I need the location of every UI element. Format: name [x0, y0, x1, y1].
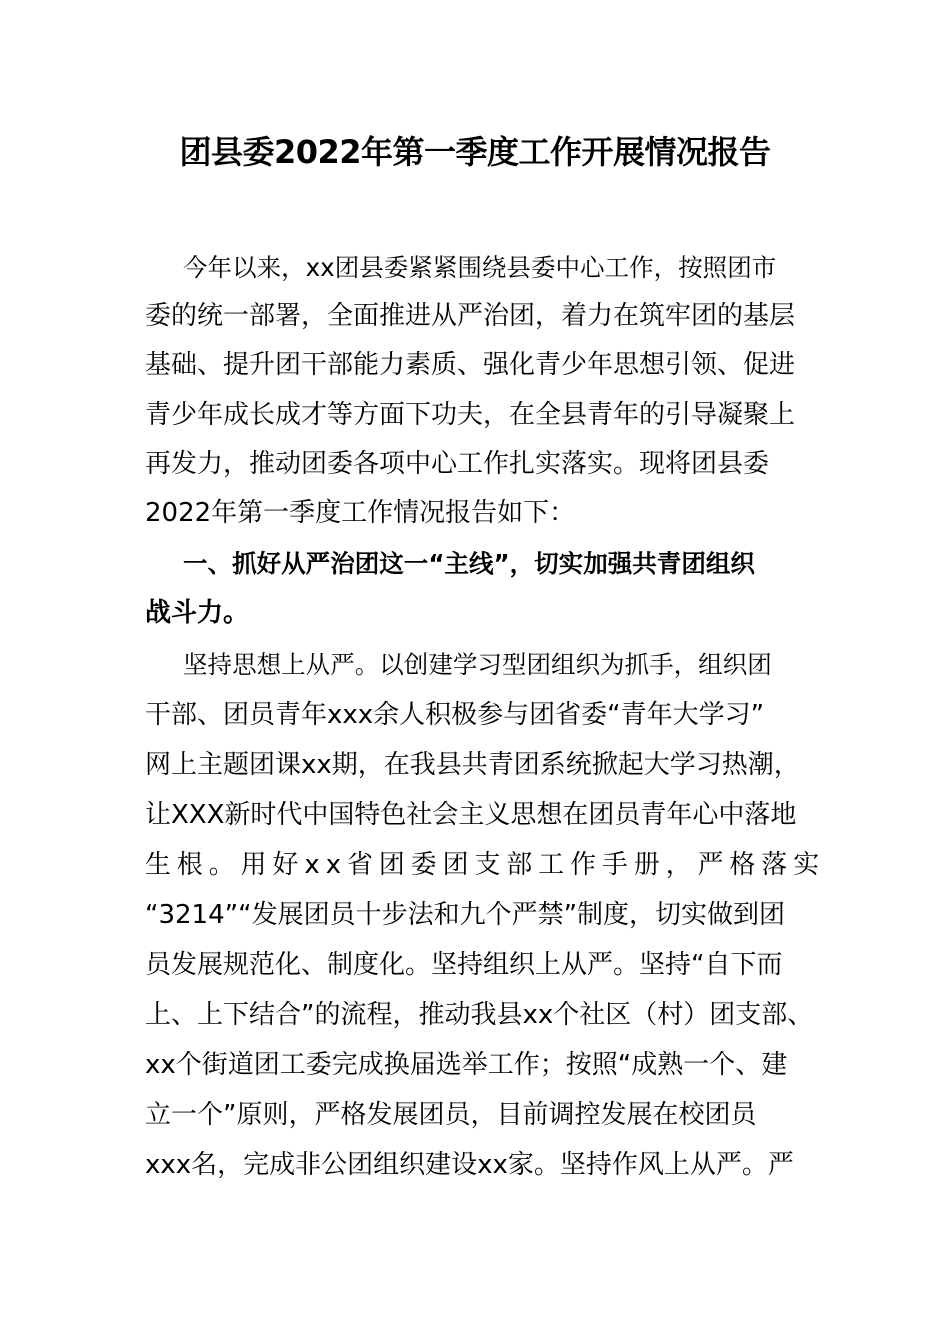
paragraph-line: 再发力，推动团委各项中心工作扎实落实。现将团县委 [145, 449, 770, 479]
paragraph-line: 生根。用好xx省团委团支部工作手册，严格落实 [145, 850, 826, 880]
paragraph-line: 干部、团员青年xxx余人积极参与团省委“青年大学习” [145, 700, 765, 730]
paragraph-line: 坚持思想上从严。以创建学习型团组织为抓手，组织团 [183, 650, 772, 679]
paragraph-line: 网上主题团课xx期，在我县共青团系统掀起大学习热潮， [145, 750, 800, 780]
section-heading-line: 一、抓好从严治团这一“主线”，切实加强共青团组织 [183, 549, 755, 578]
paragraph-line: 让XXX新时代中国特色社会主义思想在团员青年心中落地 [145, 800, 797, 830]
paragraph-line: 2022年第一季度工作情况报告如下： [145, 498, 576, 528]
document-title: 团县委2022年第一季度工作开展情况报告 [179, 133, 771, 171]
paragraph-line: “3214”“发展团员十步法和九个严禁”制度，切实做到团 [145, 900, 786, 930]
paragraph-line: 立一个”原则，严格发展团员，目前调控发展在校团员 [145, 1100, 757, 1130]
paragraph-line: 基础、提升团干部能力素质、强化青少年思想引领、促进 [145, 350, 796, 380]
paragraph-line: xxx名，完成非公团组织建设xx家。坚持作风上从严。严 [145, 1150, 794, 1180]
paragraph-line: 委的统一部署，全面推进从严治团，着力在筑牢团的基层 [145, 301, 796, 331]
paragraph-line: xx个街道团工委完成换届选举工作；按照“成熟一个、建 [145, 1050, 788, 1080]
paragraph-line: 员发展规范化、制度化。坚持组织上从严。坚持“自下而 [145, 950, 783, 980]
paragraph-line: 今年以来，xx团县委紧紧围绕县委中心工作，按照团市 [183, 253, 777, 282]
section-heading-line: 战斗力。 [145, 598, 250, 628]
paragraph-line: 上、上下结合”的流程，推动我县xx个社区（村）团支部、 [145, 1000, 814, 1030]
paragraph-line: 青少年成长成才等方面下功夫，在全县青年的引导凝聚上 [145, 400, 796, 430]
